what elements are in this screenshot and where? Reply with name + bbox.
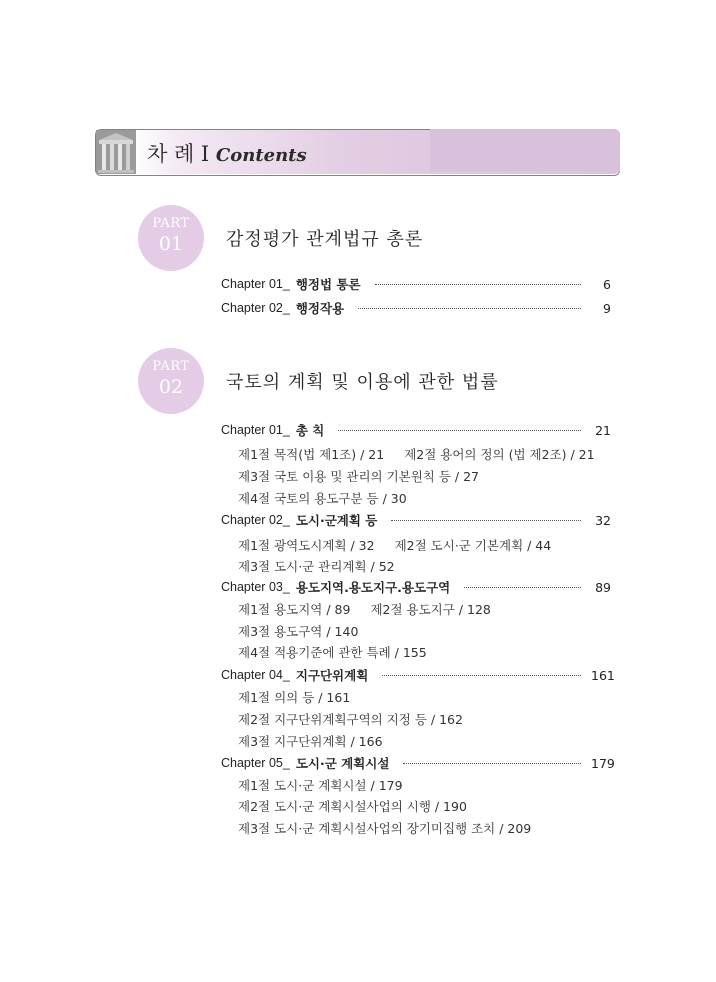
dot-leader <box>403 763 581 764</box>
part-02-badge <box>138 348 204 414</box>
toc-section-row[interactable] <box>238 732 383 750</box>
section-entry[interactable]: 제1절 용도지역 / 89 <box>238 602 351 617</box>
page-number: 32 <box>595 512 611 528</box>
title-korean: 차 례 I <box>147 142 210 166</box>
section-entry[interactable]: 제4절 국토의 용도구분 등 / 30 <box>238 491 407 506</box>
section-entry[interactable]: 제2절 지구단위계획구역의 지정 등 / 162 <box>238 712 463 727</box>
toc-section-row[interactable] <box>238 557 395 575</box>
chapter-title: 용도지역.용도지구.용도구역 <box>295 580 451 595</box>
toc-chapter-row[interactable] <box>221 274 611 294</box>
toc-section-row[interactable] <box>238 467 479 485</box>
part-label: PART <box>152 216 190 231</box>
chapter-title: 도시·군계획 등 <box>295 513 378 528</box>
section-entry[interactable]: 제3절 지구단위계획 / 166 <box>238 734 383 749</box>
toc-section-row[interactable] <box>238 536 551 554</box>
header-tab <box>430 129 620 171</box>
dot-leader <box>464 587 581 588</box>
page-number: 9 <box>603 300 611 316</box>
chapter-label: Chapter 01_ <box>221 277 290 291</box>
section-entry[interactable]: 제1절 광역도시계획 / 32 <box>238 538 375 553</box>
toc-section-row[interactable] <box>238 643 427 661</box>
section-entry[interactable]: 제2절 도시·군 기본계획 / 44 <box>394 538 552 553</box>
page-number: 179 <box>591 755 615 771</box>
chapter-title: 지구단위계획 <box>295 668 369 683</box>
toc-chapter-row[interactable] <box>221 420 611 440</box>
section-entry[interactable]: 제2절 용도지구 / 128 <box>370 602 491 617</box>
toc-section-row[interactable] <box>238 489 407 507</box>
dot-leader <box>382 675 581 676</box>
section-entry[interactable]: 제2절 용어의 정의 (법 제2조) / 21 <box>404 447 595 462</box>
part-01-badge <box>138 205 204 271</box>
page-number: 89 <box>595 579 611 595</box>
column-ruins-icon <box>96 130 136 174</box>
section-entry[interactable]: 제3절 국토 이용 및 관리의 기본원칙 등 / 27 <box>238 469 479 484</box>
part-number: 01 <box>158 233 184 255</box>
toc-section-row[interactable] <box>238 600 491 618</box>
section-entry[interactable]: 제3절 도시·군 관리계획 / 52 <box>238 559 395 574</box>
chapter-label: Chapter 03_ <box>221 580 290 594</box>
section-entry[interactable]: 제3절 용도구역 / 140 <box>238 624 359 639</box>
section-entry[interactable]: 제1절 목적(법 제1조) / 21 <box>238 447 385 462</box>
chapter-title: 총 칙 <box>295 423 325 438</box>
toc-section-row[interactable] <box>238 797 467 815</box>
part-02-title: 국토의 계획 및 이용에 관한 법률 <box>226 372 499 393</box>
toc-section-row[interactable] <box>238 445 595 463</box>
toc-section-row[interactable] <box>238 776 403 794</box>
part-number: 02 <box>158 376 184 398</box>
part-label: PART <box>152 359 190 374</box>
dot-leader <box>391 520 581 521</box>
toc-section-row[interactable] <box>238 819 531 837</box>
section-entry[interactable]: 제1절 도시·군 계획시설 / 179 <box>238 778 403 793</box>
toc-chapter-row[interactable] <box>221 510 611 530</box>
page-number: 161 <box>591 667 615 683</box>
toc-section-row[interactable] <box>238 622 358 640</box>
chapter-label: Chapter 02_ <box>221 513 290 527</box>
dot-leader <box>358 308 581 309</box>
title-english: Contents <box>215 145 307 166</box>
chapter-label: Chapter 04_ <box>221 668 290 682</box>
chapter-title: 행정법 통론 <box>295 277 361 292</box>
toc-section-row[interactable] <box>238 710 463 728</box>
page-number: 6 <box>603 276 611 292</box>
section-entry[interactable]: 제4절 적용기준에 관한 특례 / 155 <box>238 645 427 660</box>
toc-chapter-row[interactable] <box>221 753 615 773</box>
dot-leader <box>338 430 581 431</box>
toc-chapter-row[interactable] <box>221 298 611 318</box>
section-entry[interactable]: 제3절 도시·군 계획시설사업의 장기미집행 조치 / 209 <box>238 821 532 836</box>
chapter-label: Chapter 02_ <box>221 301 290 315</box>
chapter-label: Chapter 05_ <box>221 756 290 770</box>
toc-chapter-row[interactable] <box>221 577 611 597</box>
part-01-title: 감정평가 관계법규 총론 <box>226 229 424 250</box>
section-entry[interactable]: 제1절 의의 등 / 161 <box>238 690 351 705</box>
chapter-title: 도시·군 계획시설 <box>295 756 390 771</box>
section-entry[interactable]: 제2절 도시·군 계획시설사업의 시행 / 190 <box>238 799 467 814</box>
chapter-title: 행정작용 <box>295 301 345 316</box>
toc-chapter-row[interactable] <box>221 665 615 685</box>
chapter-label: Chapter 01_ <box>221 423 290 437</box>
contents-title <box>147 138 307 168</box>
toc-section-row[interactable] <box>238 688 350 706</box>
dot-leader <box>375 284 581 285</box>
contents-header <box>95 129 620 176</box>
page-number: 21 <box>595 422 611 438</box>
